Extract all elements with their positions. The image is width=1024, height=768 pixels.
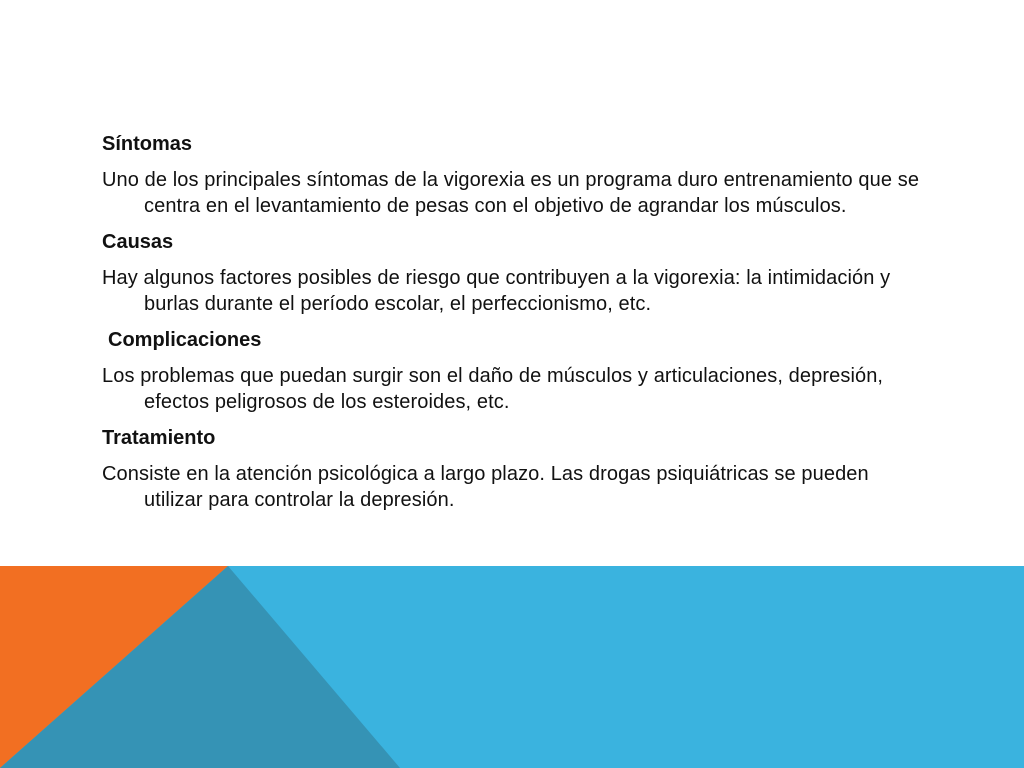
heading-complicaciones: Complicaciones <box>108 329 262 351</box>
paragraph-tratamiento: Consiste en la atención psicológica a largo plazo. Las drogas psiquiátricas se pueden utilizar para controlar la depresión. <box>102 463 869 511</box>
heading-sintomas: Síntomas <box>102 133 193 155</box>
heading-tratamiento: Tratamiento <box>102 427 216 449</box>
paragraph-complicaciones: Los problemas que puedan surgir son el daño de músculos y articulaciones, depresión, efectos peligrosos de los esteroides, etc. <box>102 365 884 413</box>
decorative-band <box>0 566 1024 768</box>
heading-causas: Causas <box>102 231 174 253</box>
paragraph-causas: Hay algunos factores posibles de riesgo que contribuyen a la vigorexia: la intimidación y burlas durante el período escolar, el perfeccionismo, etc. <box>102 267 891 315</box>
paragraph-sintomas: Uno de los principales síntomas de la vigorexia es un programa duro entrenamiento que se centra en el levantamiento de pesas con el objetivo de agrandar los músculos. <box>102 169 920 217</box>
slide-body <box>102 131 932 523</box>
